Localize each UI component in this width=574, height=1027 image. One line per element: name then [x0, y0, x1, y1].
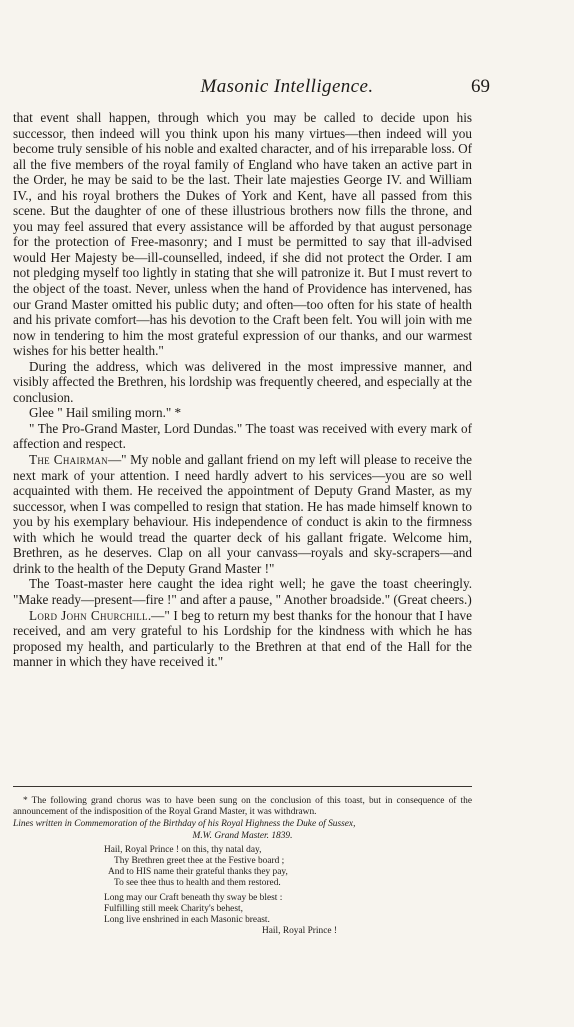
- paragraph-continued-speech: that event shall happen, through which you may be called to decide upon his successor, then indeed will you think upon his many virtues—then indeed will you become truly sensible of his noble and exalted character, and of his irreparable loss. Of all the five members of the royal family of England who have taken an active part in the Order, he may be said to be the last. Their late majesties George IV. and William IV., and his royal brothers the Dukes of York and Kent, have all passed from this scene. But the daughter of one of these illustrious brothers now fills the throne, and you may feel assured that every assistance will be afforded by that august personage for the protection of Free-masonry; and I must be permitted to say that ill-advised would Her Majesty be—ill-counselled, indeed, if she did not protect the Order. I am not pledging myself too lightly in stating that she will patronize it. But I must revert to the object of the toast. Never, unless when the hand of Providence has intervened, has our Grand Master omitted his public duty; and often—too often for his state of health and his private comfort—has his devotion to the Craft been felt. You will join with me now in tendering to him the most grateful expression of our thanks, and our warmest wishes for his better health.": [13, 110, 472, 359]
- poem-line: And to HIS name their grateful thanks they pay,: [108, 867, 288, 878]
- main-text: [13, 110, 472, 670]
- running-title: Masonic Intelligence.: [200, 76, 374, 97]
- page-number: 69: [471, 76, 490, 97]
- paragraph-pro-grand-master-toast: " The Pro-Grand Master, Lord Dundas." The toast was received with every mark of affection and respect.: [13, 420, 472, 452]
- poem-line: Hail, Royal Prince !: [262, 926, 337, 937]
- paragraph-chairman-speech: [13, 452, 472, 576]
- paragraph-churchill-reply: [13, 608, 472, 670]
- churchill-reply-text: .—" I beg to return my best thanks for the honour that I have received, and am very grateful to his Lordship for the kindness with which he has proposed my health, and particularly to the Brethren at that end of the Hall for the manner in which they have received it.": [13, 607, 472, 670]
- poem-heading: [13, 819, 472, 841]
- speaker-chairman: The Chairman: [29, 452, 108, 468]
- poem-stanza: [104, 845, 472, 890]
- page-header: [0, 76, 574, 100]
- speaker-lord-john-churchill: Lord John Churchill: [29, 607, 148, 623]
- paragraph-address-reception: During the address, which was delivered in the most impressive manner, and visibly affected the Brethren, his lordship was frequently cheered, and especially at the conclusion.: [13, 358, 472, 405]
- poem-line: Fulfilling still meek Charity's behest,: [104, 903, 243, 914]
- footnote-divider: [13, 786, 472, 787]
- poem-line: Thy Brethren greet thee at the Festive board ;: [114, 856, 285, 867]
- paragraph-glee: Glee " Hail smiling morn." *: [29, 405, 182, 421]
- poem-line: To see thee thus to health and them restored.: [114, 878, 281, 889]
- footnote: [13, 796, 472, 940]
- poem: [104, 845, 472, 938]
- poem-line: Long may our Craft beneath thy sway be blest :: [104, 892, 283, 903]
- footnote-text: * The following grand chorus was to have been sung on the conclusion of this toast, but in consequence of the announcement of the indisposition of the Royal Grand Master, it was withdrawn.: [13, 796, 472, 818]
- poem-heading-line1: Lines written in Commemoration of the Birthday of his Royal Highness the Duke of Sussex,: [13, 819, 356, 830]
- poem-line: Long live enshrined in each Masonic breast.: [104, 915, 270, 926]
- poem-stanza: [104, 893, 472, 938]
- poem-heading-line2: M.W. Grand Master. 1839.: [192, 830, 293, 841]
- paragraph-toast-master: The Toast-master here caught the idea right well; he gave the toast cheeringly. "Make ready—present—fire !" and after a pause, " Another broadside." (Great cheers.): [13, 576, 472, 607]
- poem-line: Hail, Royal Prince ! on this, thy natal day,: [104, 844, 262, 855]
- chairman-speech-text: —" My noble and gallant friend on my left will please to receive the next mark of your attention. I need hardly advert to his services—you are so well acquainted with them. He received the appointment of Deputy Grand Master, as my successor, when I was compelled to resign that station. He has made himself known to you by his exemplary behaviour. His independence of conduct is akin to the firmness with which he would tread the quarter deck of his gallant frigate. Welcome him, Brethren, as he deserves. Clap on all your canvass—royals and sky-scrapers—and drink to the health of the Deputy Grand Master !": [13, 452, 472, 576]
